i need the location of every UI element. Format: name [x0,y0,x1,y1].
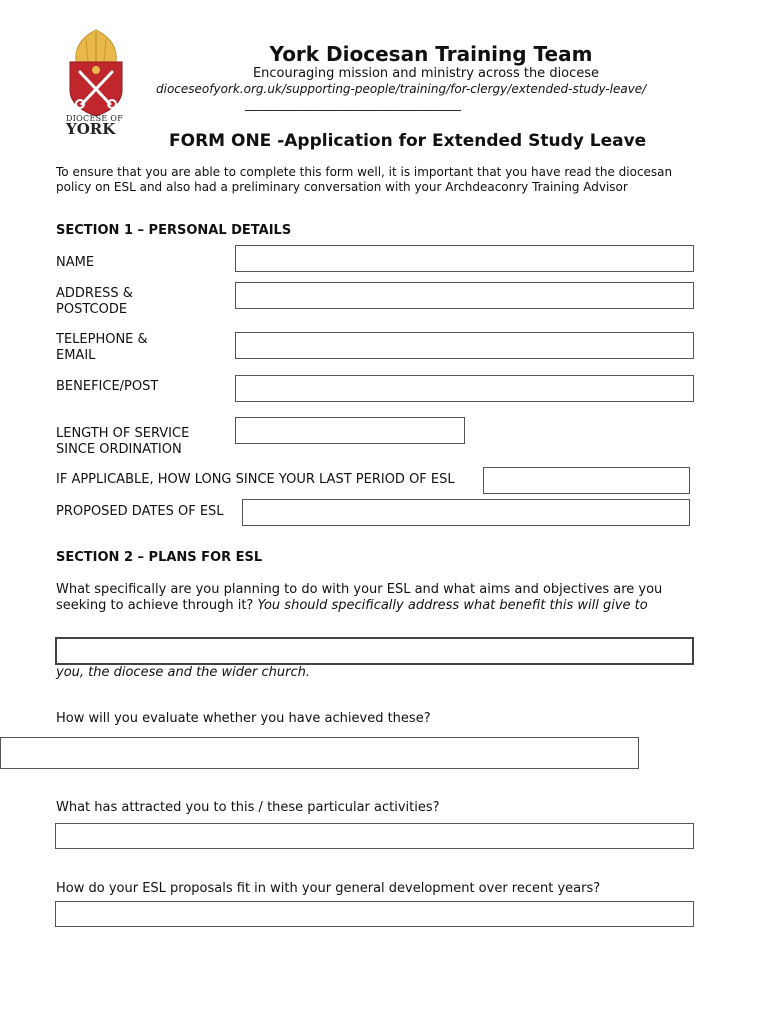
logo-caption-top: DIOCESE OF [66,114,124,123]
question-1-continuation: you, the diocese and the wider church. [56,665,311,680]
page-url: dioceseofyork.org.uk/supporting-people/training/for-clergy/extended-study-leave/ [156,82,647,96]
name-label: NAME [56,255,95,270]
proposed-dates-label: PROPOSED DATES OF ESL [56,504,224,519]
service-label: LENGTH OF SERVICE SINCE ORDINATION [56,426,190,457]
plans-field[interactable] [55,637,694,665]
question-3: What has attracted you to this / these particular activities? [56,800,440,815]
address-label: ADDRESS & POSTCODE [56,286,133,317]
question-1-text: What specifically are you planning to do with your ESL and what aims and objectives are you seeking to achieve through it? [56,582,663,613]
benefice-field[interactable] [235,375,694,402]
header-rule: ___________________________________________ [245,97,460,111]
benefice-label: BENEFICE/POST [56,379,159,394]
proposed-dates-field[interactable] [242,499,690,526]
form-title: FORM ONE -Application for Extended Study Leave [169,131,647,151]
question-2: How will you evaluate whether you have achieved these? [56,711,431,726]
section1-heading: SECTION 1 – PERSONAL DETAILS [56,223,292,238]
section2-heading: SECTION 2 – PLANS FOR ESL [56,550,263,565]
intro-text: To ensure that you are able to complete this form well, it is important that you have read the diocesan policy on ESL and also had a preliminary conversation with your Archdeaconry Training Advisor [56,165,673,194]
last-esl-label: IF APPLICABLE, HOW LONG SINCE YOUR LAST PERIOD OF ESL [56,472,455,487]
telephone-email-field[interactable] [235,332,694,359]
logo-caption-main: YORK [66,120,116,138]
last-esl-field[interactable] [483,467,690,494]
question-4: How do your ESL proposals fit in with your general development over recent years? [56,881,601,896]
page-subtitle: Encouraging mission and ministry across the diocese [252,66,600,81]
question-1-italic: You should specifically address what benefit this will give to [257,598,648,613]
development-field[interactable] [55,901,694,927]
attraction-field[interactable] [55,823,694,849]
name-field[interactable] [235,245,694,272]
page-title: York Diocesan Training Team [269,42,593,66]
address-field[interactable] [235,282,694,309]
question-1 [56,582,706,614]
evaluation-field[interactable] [0,737,639,769]
telephone-label: TELEPHONE & EMAIL [56,332,148,363]
service-length-field[interactable] [235,417,465,444]
